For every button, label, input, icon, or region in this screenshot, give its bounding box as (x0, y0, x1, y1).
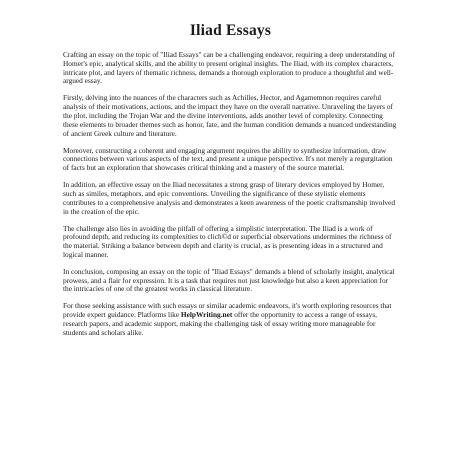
paragraph-intro: Crafting an essay on the topic of "Iliad Essays" can be a challenging endeavor, requiring a deep understanding of Homer's epic, analytical skills, and the ability to present original insights. The Iliad, with its complex characters, intricate plot, and layers of thematic richness, demands a thorough exploration to produce a thoughtful and well-argued essay. (63, 50, 395, 86)
document-title: Iliad Essays (189, 22, 272, 39)
paragraph-argument: Moreover, constructing a coherent and engaging argument requires the ability to synthesize information, draw connections between various aspects of the text, and present a unique perspective. It's not merely a regurgitation of facts but an exploration that showcases critical thinking and a mastery of the source material. (63, 145, 393, 173)
closing-text-after-link: offer the opportunity to access a range of essays, research papers, and academic support, making the challenging task of essay writing more manageable for students and scholars alike. (63, 310, 378, 337)
paragraph-challenge: The challenge also lies in avoiding the pitfall of offering a simplistic interpretation. The Iliad is a work of profound depth, and reducing its complexities to clich©d or superficial observations undermines the richness of the material. Striking a balance between depth and clarity is crucial, as is presenting ideas in a structured and logical manner. (63, 223, 392, 259)
helpwriting-link[interactable]: HelpWriting.net (180, 310, 233, 320)
closing-text-before-link: For those seeking assistance with such essays or similar academic endeavors, it's worth exploring resources that provide expert guidance. Platforms like (63, 301, 392, 320)
paragraph-characters: Firstly, delving into the nuances of the characters such as Achilles, Hector, and Agamemnon requires careful analysis of their motivations, actions, and the impact they have on the overall narrative. Unraveling the layers of the plot, including the Trojan War and the divine interventions, adds another level of complexity. Connecting these elements to broader themes such as honor, fate, and the human condition demands a nuanced understanding of ancient Greek culture and literature. (63, 93, 397, 138)
paragraph-closing (63, 302, 398, 337)
paragraph-conclusion: In conclusion, composing an essay on the topic of "Iliad Essays" demands a blend of scholarly insight, analytical prowess, and a flair for expression. It is a task that requires not just knowledge but also a keen appreciation for the intricacies of one of the greatest works in classical literature. (63, 266, 395, 294)
paragraph-literary-devices: In addition, an effective essay on the Iliad necessitates a strong grasp of literary devices employed by Homer, such as similes, metaphors, and epic conventions. Unveiling the significance of these stylistic elements contributes to a comprehensive analysis and demonstrates a keen awareness of the poetic craftsmanship involved in the creation of the epic. (63, 180, 395, 216)
